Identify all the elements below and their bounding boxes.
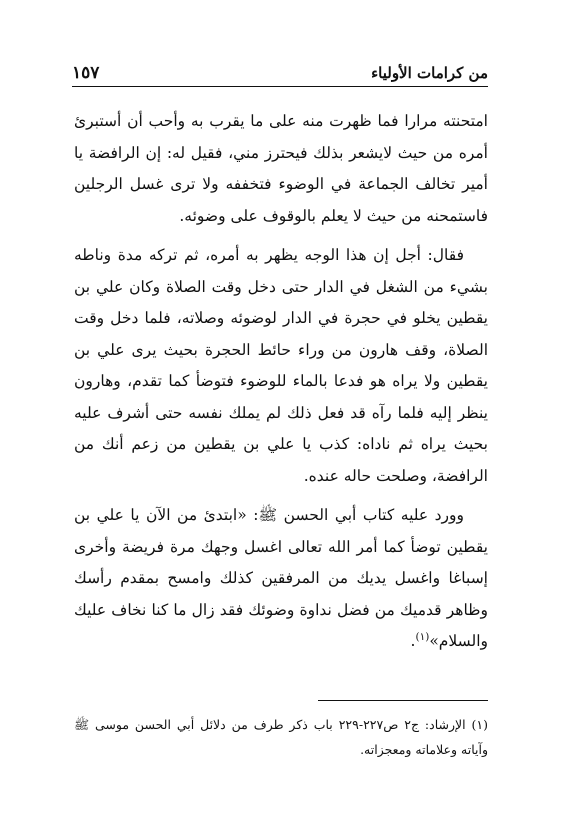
footnote-divider [318,700,488,701]
page-number: ١٥٧ [72,63,100,83]
page-header [72,56,488,87]
running-title: من كرامات الأولياء [371,64,488,82]
footnote: (١) الإرشاد: ج٢ ص٢٢٧-٢٢٩ باب ذكر طرف من دلائل أبي الحسن موسى ﷺ وآياته وعلاماته ومعجزاته. [74,717,489,757]
paragraph-3-text: وورد عليه كتاب أبي الحسن ﷺ: «ابتدئ من الآن يا علي بن يقطين توضأ كما أمر الله تعالى اغسل وجهك مرة فريضة وأخرى إسباغا واغسل يديك من المرفقين كذلك وامسح بمقدم رأسك وظاهر قدميك من فضل نداوة وضوئك فقد زال ما كنا نخاف عليك والسلام» [74,506,488,650]
paragraph-3-end: . [410,632,416,650]
paragraph-2: فقال: أجل إن هذا الوجه يظهر به أمره، ثم تركه مدة وناطه بشيء من الشغل في الدار حتى دخل وقت الصلاة وكان علي بن يقطين يخلو في حجرة في الدار لوضوئه وصلاته، فلما دخل وقت الصلاة، وقف هارون من وراء حائط الحجرة بحيث يرى علي بن يقطين ولا يراه هو فدعا بالماء للوضوء فتوضأ كما تقدم، وهارون ينظر إليه فلما رآه قد فعل ذلك لم يملك نفسه حتى أشرف عليه بحيث يراه ثم ناداه: كذب يا علي بن يقطين من زعم أنك من الرافضة، وصلحت حاله عنده. [74,246,488,485]
paragraph-3 [74,500,488,658]
main-text [74,106,488,666]
footnote-marker: (١) [415,630,430,643]
paragraph-1: امتحنته مرارا فما ظهرت منه على ما يقرب به وأحب أن أستبرئ أمره من حيث لايشعر بذلك فيحترز مني، فقيل له: إن الرافضة يا أمير تخالف الجماعة في الوضوء فتخففه ولا ترى غسل الرجلين فاستمحنه من حيث لا يعلم بالوقوف على وضوئه. [74,112,488,225]
